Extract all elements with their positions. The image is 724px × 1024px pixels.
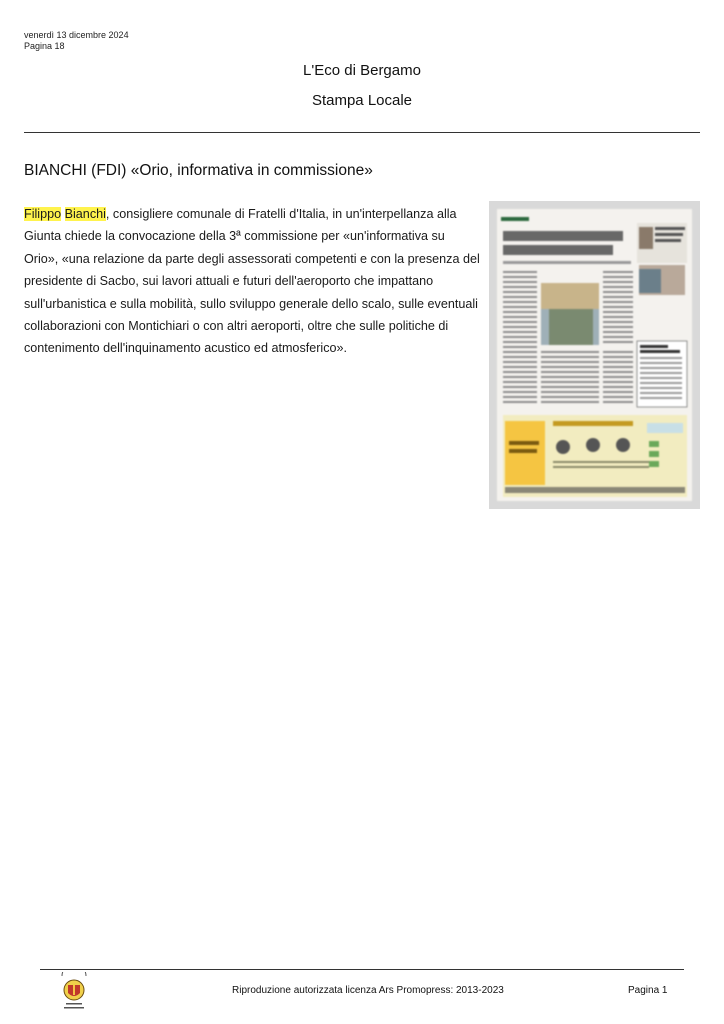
- article-body: [24, 203, 480, 360]
- newspaper-page-illustration: [497, 209, 692, 501]
- publication-category: Stampa Locale: [311, 92, 413, 109]
- comune-di-bergamo-logo: [56, 972, 92, 1012]
- header-divider: [24, 132, 700, 133]
- article-body-text: , consigliere comunale di Fratelli d'Italia, in un'interpellanza alla Giunta chiede la convocazione della 3ª commissione per «un'informativa su Orio», «una relazione da parte degli assessorati competenti e con la presenza del presidente di Sacbo, sui lavori attuali e futuri dell'aeroporto che impattano sull'urbanistica e sulla mobilità, sullo sviluppo generale dello scalo, sulle eventuali collaborazioni con Montichiari o con altri aeroporti, oltre che sulle politiche di contenimento dell'inquinamento acustico ed atmosferico».: [24, 207, 480, 356]
- newspaper-page-image: [497, 209, 692, 501]
- source-page-number: Pagina 18: [24, 41, 65, 51]
- footer-divider: [40, 969, 684, 970]
- license-notice: Riproduzione autorizzata licenza Ars Promopress: 2013-2023: [232, 985, 504, 996]
- city-crest-icon: [56, 972, 92, 1012]
- publication-name: L'Eco di Bergamo: [303, 62, 421, 79]
- highlight-first-name: Filippo: [24, 207, 62, 221]
- article-title: BIANCHI (FDI) «Orio, informativa in commissione»: [24, 162, 373, 179]
- newspaper-page-thumbnail[interactable]: [489, 201, 700, 509]
- document-meta: [24, 30, 129, 52]
- highlight-last-name: Bianchi: [64, 207, 106, 221]
- document-date: venerdì 13 dicembre 2024: [24, 30, 129, 40]
- page-number: Pagina 1: [628, 985, 668, 996]
